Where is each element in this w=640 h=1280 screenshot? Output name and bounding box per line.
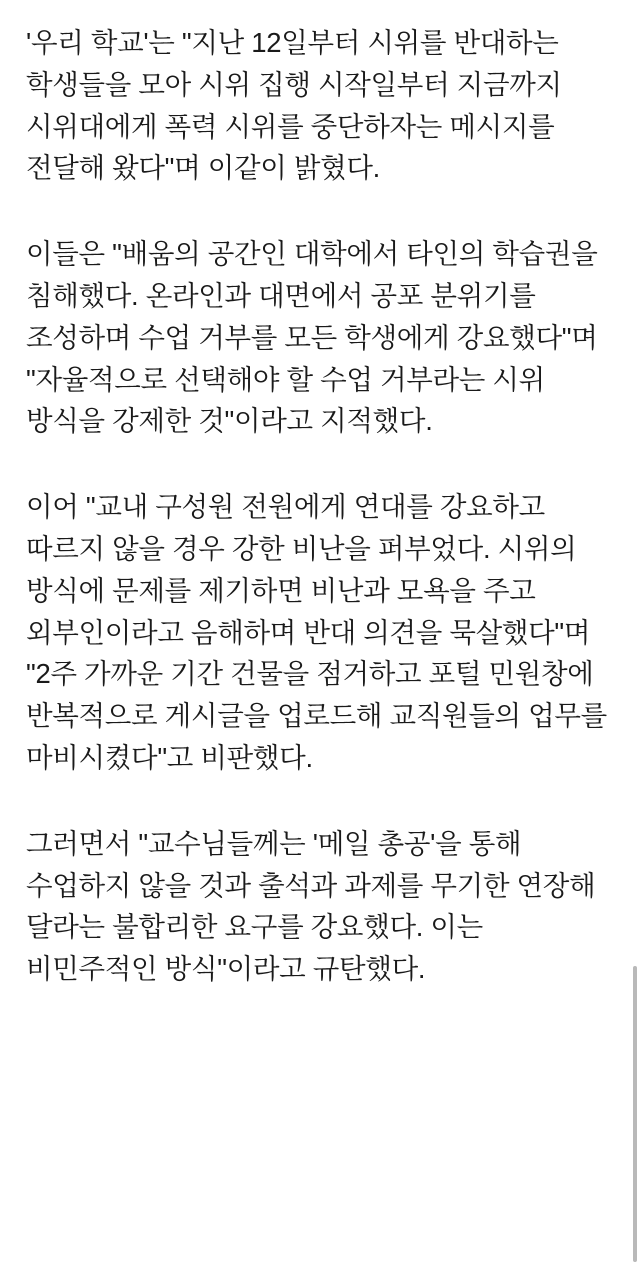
article-paragraph: '우리 학교'는 "지난 12일부터 시위를 반대하는 학생들을 모아 시위 집행 시작일부터 지금까지 시위대에게 폭력 시위를 중단하자는 메시지를 전달해 왔다"며 이같이 밝혔다. <box>26 27 570 184</box>
article-paragraph: 이어 "교내 구성원 전원에게 연대를 강요하고 따르지 않을 경우 강한 비난을 퍼부었다. 시위의 방식에 문제를 제기하면 비난과 모욕을 주고 외부인이라고 음해하며 반대 의견을 묵살했다"며 "2주 가까운 기간 건물을 점거하고 포털 민원창에 반복적으로 게시글을 업로드해 교직원들의 업무를 마비시켰다"고 비판했다. <box>26 491 615 773</box>
article-paragraph: 그러면서 "교수님들께는 '메일 총공'을 통해 수업하지 않을 것과 출석과 과제를 무기한 연장해 달라는 불합리한 요구를 강요했다. 이는 비민주적인 방식"이라고 규탄했다. <box>26 827 603 985</box>
vertical-scrollbar[interactable] <box>635 0 640 1280</box>
scrollbar-thumb[interactable] <box>633 966 637 1262</box>
article-paragraph: 이들은 "배움의 공간인 대학에서 타인의 학습권을 침해했다. 온라인과 대면에서 공포 분위기를 조성하며 수업 거부를 모든 학생에게 강요했다"며 "자율적으로 선택해야 할 수업 거부라는 시위 방식을 강제한 것"이라고 지적했다. <box>26 238 605 437</box>
